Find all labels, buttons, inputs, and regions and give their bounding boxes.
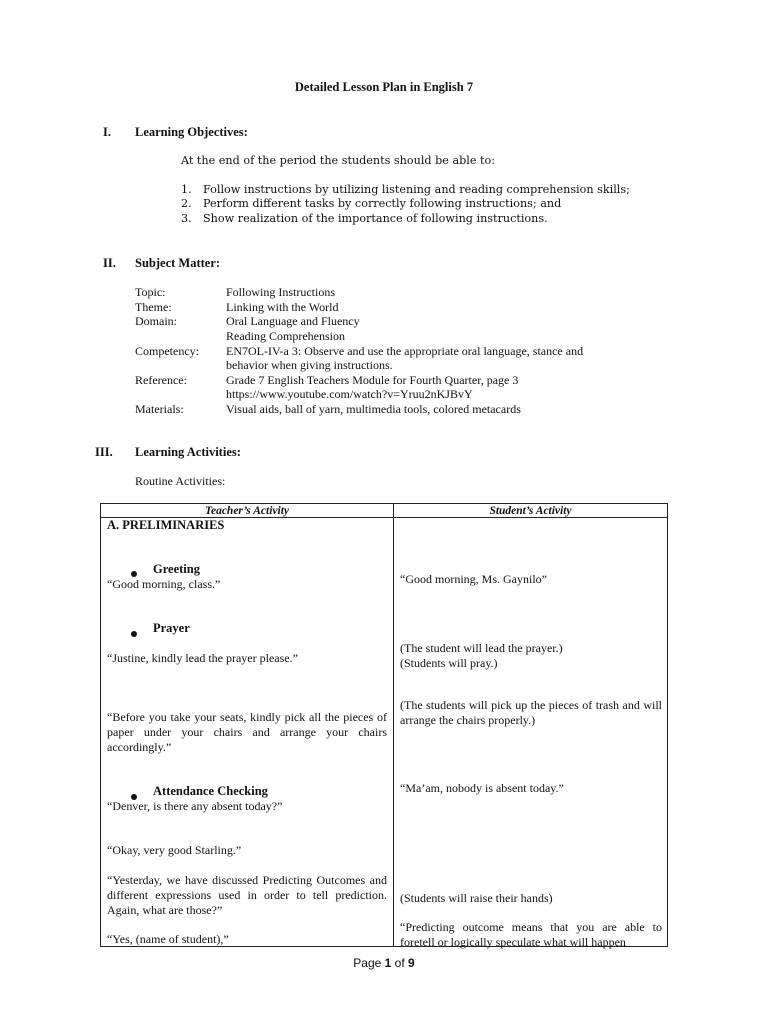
student-line: (Students will pray.) xyxy=(400,656,498,670)
student-line: “Good morning, Ms. Gaynilo” xyxy=(400,572,547,586)
subject-value: Reading Comprehension xyxy=(226,329,345,343)
subject-value: Visual aids, ball of yarn, multimedia tools, colored metacards xyxy=(226,402,521,416)
routine-label: Routine Activities: xyxy=(135,474,226,488)
section-number: II. xyxy=(103,256,116,270)
subject-value: Oral Language and Fluency xyxy=(226,314,360,328)
document-title: Detailed Lesson Plan in English 7 xyxy=(294,80,474,94)
objectives-intro: At the end of the period the students should be able to: xyxy=(181,154,496,167)
subject-value: Following Instructions xyxy=(226,285,336,299)
section-heading: Subject Matter: xyxy=(135,256,221,270)
subject-label: Reference: xyxy=(135,373,187,387)
page-mid: of xyxy=(391,956,409,970)
subject-label: Materials: xyxy=(135,402,184,416)
teacher-line: “Good morning, class.” xyxy=(107,577,221,591)
teacher-line: “Justine, kindly lead the prayer please.” xyxy=(107,651,298,665)
objective-text: Perform different tasks by correctly following instructions; and xyxy=(203,197,562,210)
subject-label: Topic: xyxy=(135,285,166,299)
student-line: (Students will raise their hands) xyxy=(400,891,553,905)
reference-link[interactable]: https://www.youtube.com/watch?v=Yruu2nKJBvY xyxy=(226,387,473,401)
objective-number: 3. xyxy=(181,212,192,225)
objective-number: 1. xyxy=(181,183,192,196)
section-heading: Learning Objectives: xyxy=(135,125,248,139)
teacher-line: “Yesterday, we have discussed Predicting Outcomes and different expressions used in order to tell prediction. Again, what are those?” xyxy=(107,873,387,917)
teacher-activity-cell xyxy=(101,518,394,947)
student-column-header: Student’s Activity xyxy=(394,504,668,518)
student-line: “Predicting outcome means that you are able to foretell or logically speculate what will happen xyxy=(400,920,662,949)
student-line: “Ma’am, nobody is absent today.” xyxy=(400,781,564,795)
greeting-heading: Greeting xyxy=(153,562,200,576)
page-number xyxy=(0,956,768,970)
student-activity-cell xyxy=(394,518,668,947)
total-pages: 9 xyxy=(408,956,415,970)
section-number: I. xyxy=(103,125,111,139)
subject-value: Grade 7 English Teachers Module for Fourth Quarter, page 3 xyxy=(226,373,519,387)
teacher-line: “Okay, very good Starling.” xyxy=(107,843,242,857)
bullet-icon xyxy=(131,626,137,641)
teacher-line: “Denver, is there any absent today?” xyxy=(107,799,283,813)
attendance-heading: Attendance Checking xyxy=(153,784,268,798)
subject-label: Competency: xyxy=(135,344,199,358)
section-number: III. xyxy=(95,445,113,459)
objective-text: Show realization of the importance of following instructions. xyxy=(203,212,548,225)
objective-text: Follow instructions by utilizing listening and reading comprehension skills; xyxy=(203,183,630,196)
subject-value: EN7OL-IV-a 3: Observe and use the appropriate oral language, stance and xyxy=(226,344,584,358)
teacher-line: “Yes, (name of student),” xyxy=(107,932,229,946)
teacher-column-header: Teacher’s Activity xyxy=(101,504,394,518)
preliminaries-heading: A. PRELIMINARIES xyxy=(107,518,225,532)
page-prefix: Page xyxy=(353,956,385,970)
teacher-line: “Before you take your seats, kindly pick all the pieces of paper under your chairs and arrange your chairs accordingly.” xyxy=(107,710,387,754)
subject-label: Domain: xyxy=(135,314,177,328)
section-heading: Learning Activities: xyxy=(135,445,241,459)
student-line: (The students will pick up the pieces of trash and will arrange the chairs properly.) xyxy=(400,698,662,727)
objective-number: 2. xyxy=(181,197,192,210)
subject-value: Linking with the World xyxy=(226,300,339,314)
student-line: (The student will lead the prayer.) xyxy=(400,641,563,655)
prayer-heading: Prayer xyxy=(153,621,190,635)
current-page: 1 xyxy=(384,956,392,970)
activities-table xyxy=(100,503,668,947)
subject-value: behavior when giving instructions. xyxy=(226,358,393,372)
subject-label: Theme: xyxy=(135,300,172,314)
